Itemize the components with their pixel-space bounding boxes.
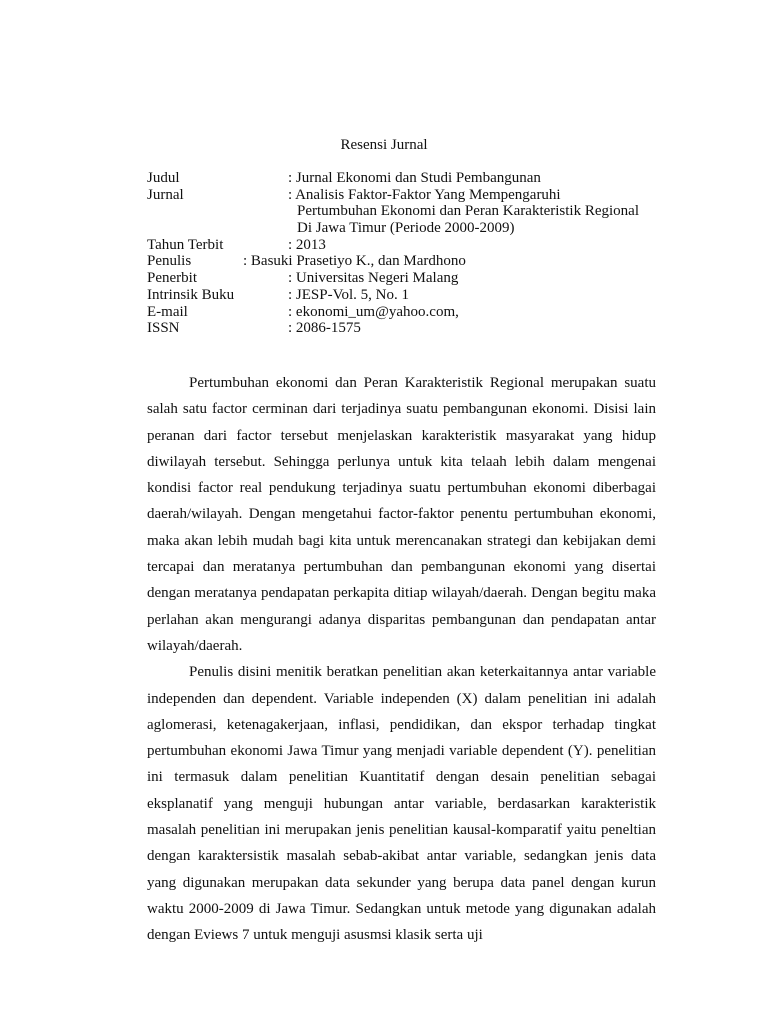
meta-row-penulis <box>147 253 677 270</box>
metadata-list <box>147 170 677 337</box>
meta-label: Tahun Terbit <box>147 236 224 253</box>
meta-row-jurnal <box>147 187 677 204</box>
meta-label: E-mail <box>147 303 188 320</box>
paragraph-2: Penulis disini menitik beratkan penelitian akan keterkaitannya antar variable independen dan dependent. Variable independen (X) dalam penelitian ini adalah aglomerasi, ketenagakerjaan, inflasi, pendidikan, dan ekspor terhadap tingkat pertumbuhan ekonomi Jawa Timur yang menjadi variable dependent (Y). penelitian ini termasuk dalam penelitian Kuantitatif dengan desain penelitian sebagai eksplanatif yang menguji hubungan antar variable, berdasarkan karakteristik masalah penelitian ini merupakan jenis penelitian kausal-komparatif yaitu peneltian dengan karaktersistik masalah sebab-akibat antar variable, sedangkan jenis data yang digunakan merupakan data sekunder yang berupa data panel dengan kurun waktu 2000-2009 di Jawa Timur. Sedangkan untuk metode yang digunakan adalah dengan Eviews 7 untuk menguji asusmsi klasik serta uji <box>147 664 656 944</box>
meta-label: ISSN <box>147 320 180 337</box>
meta-value-continuation: Pertumbuhan Ekonomi dan Peran Karakteristik Regional <box>297 203 640 220</box>
meta-row-jurnal-cont-2 <box>147 220 677 237</box>
meta-value: : Universitas Negeri Malang <box>288 270 459 287</box>
meta-value: : JESP-Vol. 5, No. 1 <box>288 286 409 303</box>
meta-label: Penerbit <box>147 270 197 287</box>
meta-row-tahun-terbit <box>147 237 677 254</box>
meta-row-intrinsik-buku <box>147 287 677 304</box>
meta-row-judul <box>147 170 677 187</box>
meta-value: : Basuki Prasetiyo K., dan Mardhono <box>243 253 466 270</box>
meta-row-penerbit <box>147 270 677 287</box>
paragraph-1: Pertumbuhan ekonomi dan Peran Karakteristik Regional merupakan suatu salah satu factor cerminan dari terjadinya suatu pembangunan ekonomi. Disisi lain peranan dari factor tersebut menjelaskan karakteristik masyarakat yang hidup diwilayah tersebut. Sehingga perlunya untuk kita telaah lebih dalam mengenai kondisi factor real pendukung terjadinya suatu pertumbuhan ekonomi diberbagai daerah/wilayah. Dengan mengetahui factor-faktor penentu pertumbuhan ekonomi, maka akan lebih mudah bagi kita untuk merencanakan strategi dan kebijakan demi tercapai dan meratanya pertumbuhan dan pembangunan ekonomi yang disertai dengan meratanya pendapatan perkapita ditiap wilayah/daerah. Dengan begitu maka perlahan akan mengurangi adanya disparitas pembangunan dan pendapatan antar wilayah/daerah. <box>147 375 656 654</box>
meta-label: Jurnal <box>147 186 184 203</box>
meta-row-jurnal-cont-1 <box>147 203 677 220</box>
meta-value: : 2086-1575 <box>288 320 361 337</box>
meta-label: Intrinsik Buku <box>147 286 235 303</box>
meta-value: : Analisis Faktor-Faktor Yang Mempengaruhi <box>288 186 561 203</box>
body-text <box>147 370 656 949</box>
meta-label: Penulis <box>147 253 192 270</box>
meta-row-issn <box>147 320 677 337</box>
meta-label: Judul <box>147 170 180 186</box>
meta-value: : ekonomi_um@yahoo.com, <box>288 303 459 320</box>
document-title: Resensi Jurnal <box>340 137 428 153</box>
meta-value-continuation: Di Jawa Timur (Periode 2000-2009) <box>297 220 515 237</box>
meta-value: : 2013 <box>288 236 326 253</box>
meta-row-email <box>147 304 677 321</box>
meta-value: : Jurnal Ekonomi dan Studi Pembangunan <box>288 170 541 186</box>
